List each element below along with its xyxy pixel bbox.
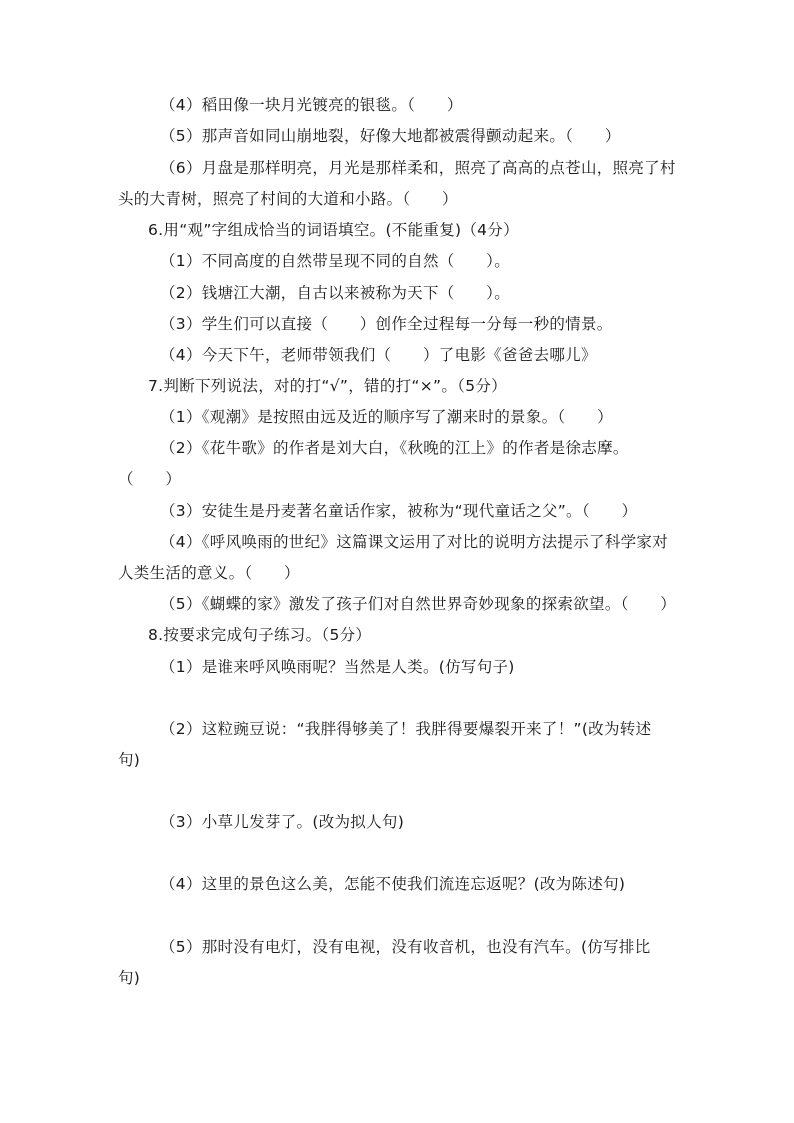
q6-item-3: （3）学生们可以直接（ ）创作全过程每一分每一秒的情景。	[160, 315, 613, 333]
q7-item-2-line2: （ ）	[118, 470, 182, 488]
q6-heading: 6.用“观”字组成恰当的词语填空。(不能重复)（4分）	[148, 221, 519, 239]
q7-item-2-line1: （2）《花牛歌》的作者是刘大白，《秋晚的江上》的作者是徐志摩。	[160, 439, 629, 457]
q7-heading: 7.判断下列说法，对的打“√”，错的打“×”。（5分）	[148, 377, 507, 395]
q8-item-5-line2: 句)	[118, 969, 141, 987]
q5-item-4: （4）稻田像一块月光镀亮的银毯。（ ）	[160, 96, 463, 114]
q6-item-4: （4）今天下午，老师带领我们（ ）了电影《爸爸去哪儿》	[160, 346, 597, 364]
q5-item-6-line1: （6）月盘是那样明亮，月光是那样柔和，照亮了高高的点苍山，照亮了村	[160, 159, 676, 177]
q8-item-2-line2: 句)	[118, 751, 141, 769]
q8-heading: 8.按要求完成句子练习。（5分）	[148, 626, 372, 644]
q8-item-2-line1: （2）这粒豌豆说：“我胖得够美了！我胖得要爆裂开来了！”(改为转述	[160, 720, 652, 738]
q8-item-1: （1）是谁来呼风唤雨呢？当然是人类。(仿写句子)	[160, 658, 515, 676]
q6-item-1: （1）不同高度的自然带呈现不同的自然（ ）。	[160, 252, 511, 270]
q5-item-5: （5）那声音如同山崩地裂，好像大地都被震得颤动起来。（ ）	[160, 127, 621, 145]
q7-item-3: （3）安徒生是丹麦著名童话作家，被称为“现代童话之父”。（ ）	[160, 502, 638, 520]
q7-item-4-line1: （4）《呼风唤雨的世纪》这篇课文运用了对比的说明方法提示了科学家对	[160, 533, 669, 551]
q7-item-1: （1）《观潮》是按照由远及近的顺序写了潮来时的景象。（ ）	[160, 408, 613, 426]
q7-item-4-line2: 人类生活的意义。（ ）	[118, 564, 300, 582]
q6-item-2: （2）钱塘江大潮，自古以来被称为天下（ ）。	[160, 284, 511, 302]
q8-item-4: （4）这里的景色这么美，怎能不使我们流连忘返呢？(改为陈述句)	[160, 875, 626, 893]
q8-item-3: （3）小草儿发芽了。(改为拟人句)	[160, 813, 405, 831]
q7-item-5: （5）《蝴蝶的家》激发了孩子们对自然世界奇妙现象的探索欲望。（ ）	[160, 595, 677, 613]
q5-item-6-line2: 头的大青树，照亮了村间的大道和小路。（ ）	[118, 190, 458, 208]
q8-item-5-line1: （5）那时没有电灯，没有电视，没有收音机，也没有汽车。(仿写排比	[160, 938, 651, 956]
